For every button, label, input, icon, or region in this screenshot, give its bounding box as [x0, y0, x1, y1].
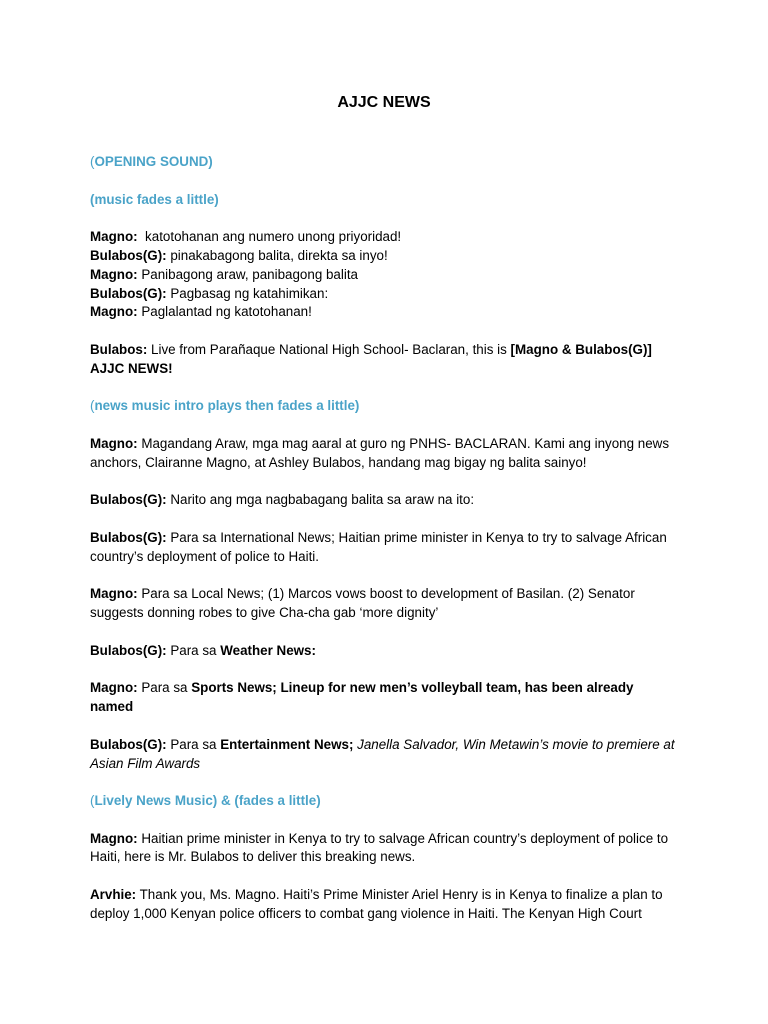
document-title: AJJC NEWS: [337, 94, 431, 111]
cue-opening-sound: (OPENING SOUND): [90, 154, 213, 169]
weather-news: Bulabos(G): Para sa Weather News:: [90, 642, 316, 658]
entertainment-news: Bulabos(G): Para sa Entertainment News; Janella Salvador, Win Metawin’s movie to premiere at Asian Film Awards: [90, 736, 675, 771]
script-line: Magno: Panibagong araw, panibagong balita: [90, 266, 358, 282]
script-line: Magno: katotohanan ang numero unong priyoridad!: [90, 229, 402, 245]
local-news: Magno: Para sa Local News; (1) Marcos vows boost to development of Basilan. (2) Senator suggests donning robes to give Cha-cha gab ‘more dignity’: [90, 586, 635, 621]
international-news: Bulabos(G): Para sa International News; Haitian prime minister in Kenya to try to salvage African country’s deployment of police to Haiti.: [90, 529, 667, 564]
script-line: Bulabos(G): Pagbasag ng katahimikan:: [90, 285, 329, 301]
cue-music-fades: (music fades a little): [90, 191, 219, 207]
script-line: Magno: Paglalantad ng katotohanan!: [90, 304, 312, 320]
opening-lines: [90, 228, 678, 322]
cue-lively-music: (Lively News Music) & (fades a little): [90, 793, 321, 809]
cue-news-intro: (news music intro plays then fades a little): [90, 398, 360, 414]
arvhie-report: Arvhie: Thank you, Ms. Magno. Haiti’s Prime Minister Ariel Henry is in Kenya to finalize a plan to deploy 1,000 Kenyan police officers to combat gang violence in Haiti. The Kenyan High Court: [90, 887, 663, 921]
sports-news: Magno: Para sa Sports News; Lineup for new men’s volleyball team, has been already named: [90, 680, 634, 715]
live-intro: Bulabos: Live from Parañaque National High School- Baclaran, this is [Magno & Bulabos(G)] AJJC NEWS!: [90, 341, 652, 376]
greeting-line: Magno: Magandang Araw, mga mag aaral at guro ng PNHS- BACLARAN. Kami ang inyong news anchors, Clairanne Magno, at Ashley Bulabos, handang mag bigay ng balita sainyo!: [90, 435, 670, 470]
headlines-intro: Bulabos(G): Narito ang mga nagbabagang balita sa araw na ito:: [90, 492, 475, 508]
script-line: Bulabos(G): pinakabagong balita, direkta sa inyo!: [90, 247, 388, 263]
script-body: [90, 153, 678, 942]
haiti-intro: Magno: Haitian prime minister in Kenya to try to salvage African country’s deployment of police to Haiti, here is Mr. Bulabos to deliver this breaking news.: [90, 830, 669, 865]
